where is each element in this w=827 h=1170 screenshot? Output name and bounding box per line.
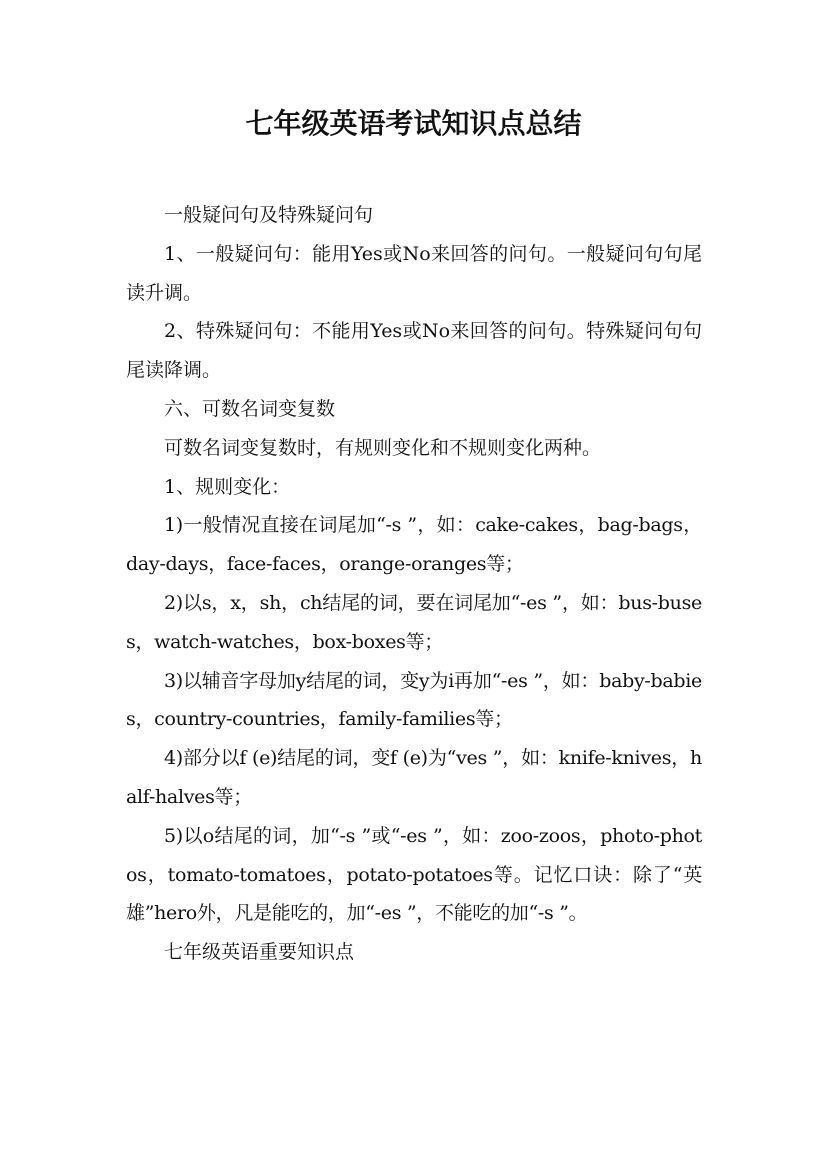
rule-2-add-es: 2)以s，x，sh，ch结尾的词，要在词尾加“-es ”，如：bus-buses，watch-watches，box-boxes等； [126, 591, 702, 653]
rule-4-f-to-ves: 4)部分以f (e)结尾的词，变f (e)为“ves ”，如：knife-knives，half-halves等； [126, 747, 702, 808]
section-heading-plurals: 六、可数名词变复数 [164, 397, 336, 420]
subheading-regular-changes: 1、规则变化： [164, 475, 291, 498]
paragraph-special-question: 2、特殊疑问句：不能用Yes或No来回答的问句。特殊疑问句句尾读降调。 [126, 320, 702, 382]
paragraph-general-question: 1、一般疑问句：能用Yes或No来回答的问句。一般疑问句句尾读升调。 [126, 242, 702, 304]
rule-5-o-endings: 5)以o结尾的词，加“-s ”或“-es ”，如：zoo-zoos，photo-photos，tomato-tomatoes，potato-potatoes等。记忆口诀：除了“英雄”hero外，凡是能吃的，加“-es ”，不能吃的加“-s ”。 [126, 824, 702, 925]
paragraph-plural-intro: 可数名词变复数时，有规则变化和不规则变化两种。 [164, 436, 602, 459]
section-heading-questions: 一般疑问句及特殊疑问句 [164, 204, 374, 226]
section-heading-key-points: 七年级英语重要知识点 [164, 941, 355, 964]
document-title: 七年级英语考试知识点总结 [245, 107, 582, 140]
rule-1-add-s: 1)一般情况直接在词尾加“-s ”，如：cake-cakes，bag-bags，day-days，face-faces，orange-oranges等； [126, 514, 702, 576]
document-body [126, 196, 702, 972]
rule-3-y-to-ies: 3)以辅音字母加y结尾的词，变y为i再加“-es ”，如：baby-babies，country-countries，family-families等； [126, 669, 702, 731]
